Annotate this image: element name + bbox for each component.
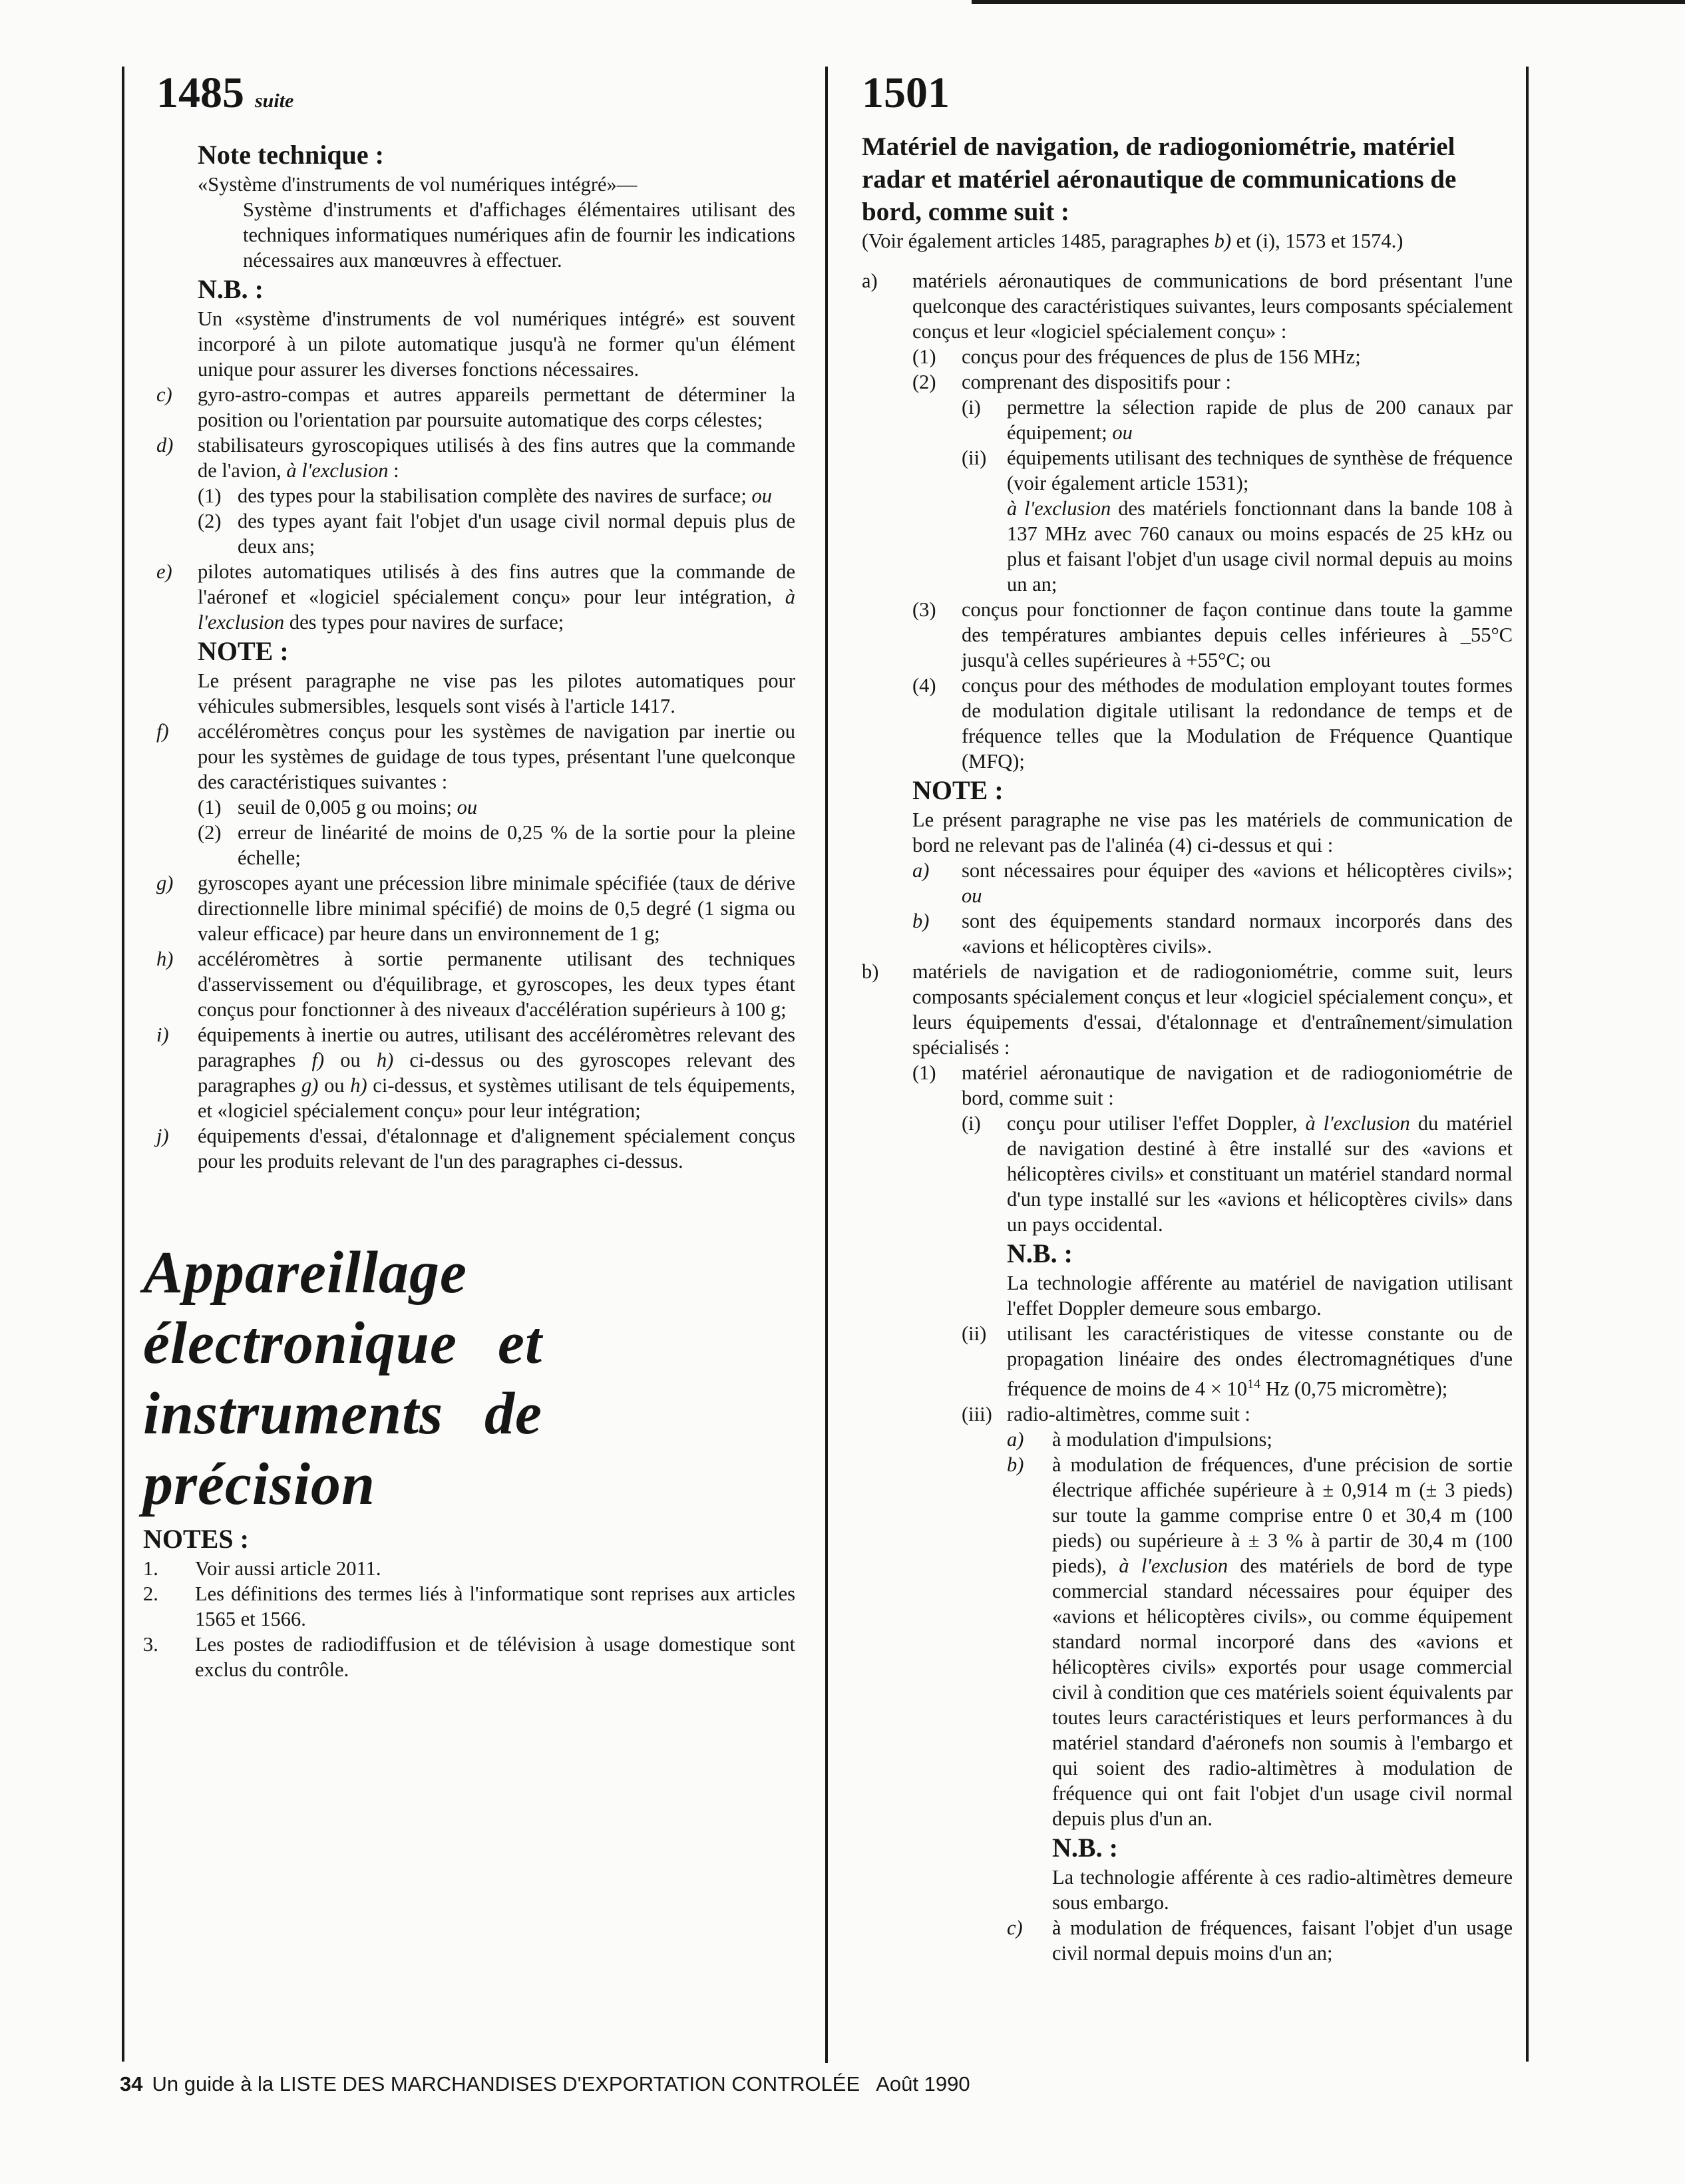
- see-also: (Voir également articles 1485, paragraphes b) et (i), 1573 et 1574.): [862, 230, 1404, 252]
- radio-altimeter-item-a: a) à modulation d'impulsions;: [1007, 1428, 1272, 1451]
- sub-item-b-1-i: (i) conçu pour utiliser l'effet Doppler, à l'exclusion du matériel de navigation destiné à être installé sur des «avions et hélicoptères civils» et constituant un matériel standard normal d'un type installé sur les «avions et hélicoptères civils» dans un pays occidental.: [962, 1112, 1513, 1236]
- section-title: Appareillage électronique et instruments de précision: [143, 1240, 542, 1517]
- note-text: Le présent paragraphe ne vise pas les matériels de communication de bord ne relevant pas de l'alinéa (4) ci-dessus et qui :: [912, 809, 1513, 856]
- nb-text: Un «système d'instruments de vol numériques intégré» est souvent incorporé à un pilote automatique jusqu'à ne former qu'un élément unique pour assurer les diverses fonctions nécessaires.: [198, 307, 795, 381]
- sub-item-f-1: (1) seuil de 0,005 g ou moins; ou: [198, 796, 478, 819]
- nb-text: La technologie afférente à ces radio-altimètres demeure sous embargo.: [1052, 1866, 1513, 1914]
- sub-item-b-1-iii: (iii) radio-altimètres, comme suit : a) à modulation d'impulsions; b) à modulation de fréquences, d'une précision de sortie électrique affichée supérieure à ± 0,914 m (± 3 pieds) sur toute la gamme comprise entre 0 et 30,4 m (100 pieds) ou supérieure à ± 3 % à partir de 30,4 m (100 pieds), à l'exclusion des matériels de bord de type commercial standard nécessaires pour équiper des «avions et hélicoptères civils», ou comme équipement standard normal incorporé dans des «avions et hélicoptères civils» exportés pour usage commercial civil à condition que ces matériels soient équivalents par toutes leurs caractéristiques et leurs performances à du matériel standard d'aéronefs non soumis à l'embargo et qui soient des radio-altimètres à modulation de fréquence qui ont fait l'objet d'un usage civil normal depuis plus d'un an. N.B. : La technologie afférente à ces radio-altimètres demeure sous embargo. c) à modulation de fréquences, faisant l'objet d'un usage civil normal depuis moins d'un an;: [962, 1403, 1513, 1965]
- sub-item-a-4: (4) conçus pour des méthodes de modulation employant toutes formes de modulation digitale utilisant la redondance de temps et de fréquence telles que la Modulation de Fréquence Quantique (MFQ);: [912, 674, 1513, 773]
- notes-title: NOTES :: [143, 1524, 249, 1554]
- technical-note-title: Note technique :: [198, 140, 384, 170]
- left-margin-rule: [122, 67, 124, 2062]
- article-heading-1485: 1485 suite: [156, 69, 294, 117]
- nb-note: [198, 273, 795, 382]
- radio-altimeter-item-c: c) à modulation de fréquences, faisant l'objet d'un usage civil normal depuis moins d'un an;: [1007, 1916, 1513, 1965]
- technical-note: [198, 138, 795, 273]
- sub-item-a-2-i: (i) permettre la sélection rapide de plus de 200 canaux par équipement; ou: [962, 396, 1513, 444]
- sub-item-f-2: (2) erreur de linéarité de moins de 0,25 % de la sortie pour la pleine échelle;: [198, 821, 795, 869]
- note-title: NOTE :: [912, 775, 1004, 805]
- sub-item-b-1: (1) matériel aéronautique de navigation et de radiogoniométrie de bord, comme suit : (i) conçu pour utiliser l'effet Doppler, à l'exclusion du matériel de navigation destiné à être installé sur des «avions et hélicoptères civils» et constituant un matériel standard normal d'un type installé sur les «avions et hélicoptères civils» dans un pays occidental. N.B. : La technologie afférente au matériel de navigation utilisant l'effet Doppler demeure sous embargo. (ii) utilisant les caractéristiques de vitesse constante ou de propagation linéaire des ondes électromagnétiques d'une fréquence de moins de $4 \times 10^{14}$ Hz (0,75 micromètre); (iii) radio-altimètres, comme suit : a) à modulation d'impulsions; b) à modulation de fréquences, d'une précision de sortie électrique affichée supérieure à ± 0,914 m (± 3 pieds) sur toute la gamme comprise entre 0 et 30,4 m (100 pieds) ou supérieure à ± 3 % à partir de 30,4 m (100 pieds), à l'exclusion des matériels de bord de type commercial standard nécessaires pour équiper des «avions et hélicoptères civils», ou comme équipement standard normal incorporé dans des «avions et hélicoptères civils» exportés pour usage commercial civil à condition que ces matériels soient équivalents par toutes leurs caractéristiques et leurs performances à du matériel standard d'aéronefs non soumis à l'embargo et qui soient des radio-altimètres à modulation de fréquence qui ont fait l'objet d'un usage civil normal depuis plus d'un an. N.B. : La technologie afférente à ces radio-altimètres demeure sous embargo. c) à modulation de fréquences, faisant l'objet d'un usage civil normal depuis moins d'un an;: [912, 1061, 1513, 1965]
- sub-item-a-3: (3) conçus pour fonctionner de façon continue dans toute la gamme des températures ambiantes depuis celles inférieures à _55°C jusqu'à celles supérieures à +55°C; ou: [912, 598, 1513, 671]
- note-submersibles: [198, 635, 795, 719]
- sub-item-a-1: (1) conçus pour des fréquences de plus de 156 MHz;: [912, 345, 1361, 368]
- nb-radio-altimeters: [1052, 1831, 1513, 1915]
- nb-text: La technologie afférente au matériel de navigation utilisant l'effet Doppler demeure sous embargo.: [1007, 1272, 1513, 1320]
- page-footer: [120, 2071, 970, 2097]
- nb-title: N.B. :: [1052, 1833, 1118, 1863]
- nb-doppler: [1007, 1237, 1513, 1321]
- column-divider-rule: [825, 67, 828, 2063]
- notes-block: [143, 1523, 795, 1682]
- note-item-a: a) sont nécessaires pour équiper des «avions et hélicoptères civils»; ou: [912, 859, 1513, 907]
- left-column: [143, 67, 796, 1682]
- sub-item-d-1: (1) des types pour la stabilisation complète des navires de surface; ou: [198, 484, 772, 507]
- note-item-b: b) sont des équipements standard normaux incorporés dans des «avions et hélicoptères civils».: [912, 910, 1513, 958]
- list-item-g: g) gyroscopes ayant une précession libre minimale spécifiée (taux de dérive directionnelle libre minimal spécifié) de moins de 0,5 degré (1 sigma ou valeur efficace) par heure dans un environnement de 1 g;: [156, 872, 795, 945]
- note-text: Le présent paragraphe ne vise pas les pilotes automatiques pour véhicules submersibles, lesquels sont visés à l'article 1417.: [198, 669, 795, 717]
- nb-title: N.B. :: [1007, 1238, 1073, 1268]
- article-heading-1501: 1501: [862, 69, 950, 117]
- list-item-j: j) équipements d'essai, d'étalonnage et d'alignement spécialement conçus pour les produits relevant de l'un des paragraphes ci-dessus.: [156, 1125, 795, 1173]
- article-title: Matériel de navigation, de radiogoniométrie, matériel radar et matériel aéronautique de communications de bord, comme suit :: [862, 132, 1457, 226]
- technical-note-definition: Système d'instruments et d'affichages élémentaires utilisant des techniques informatiques numériques afin de fournir les indications nécessaires aux manœuvres à effectuer.: [243, 198, 795, 272]
- notes-item-1: 1. Voir aussi article 2011.: [143, 1557, 381, 1580]
- top-rule: [972, 0, 1685, 4]
- list-item-d: d) stabilisateurs gyroscopiques utilisés à des fins autres que la commande de l'avion, à l'exclusion : (1) des types pour la stabilisation complète des navires de surface; ou (2) des types ayant fait l'objet d'un usage civil normal depuis plus de deux ans;: [156, 434, 795, 558]
- right-margin-rule: [1526, 67, 1529, 2062]
- list-item-h: h) accéléromètres à sortie permanente utilisant des techniques d'asservissement ou d'équilibrage, et gyroscopes, les deux types étant conçus pour fonctionner à des niveaux d'accélération supérieurs à 100 g;: [156, 948, 795, 1021]
- list-item-e: e) pilotes automatiques utilisés à des fins autres que la commande de l'aéronef et «logiciel spécialement conçu» pour leur intégration, à l'exclusion des types pour navires de surface;: [156, 560, 796, 634]
- right-column: [862, 67, 1513, 1966]
- list-item-a: a) matériels aéronautiques de communications de bord présentant l'une quelconque des caractéristiques suivantes, leurs composants spécialement conçus et leur «logiciel spécialement conçu» : (1) conçus pour des fréquences de plus de 156 MHz; (2) comprenant des dispositifs pour : (i) permettre la sélection rapide de plus de 200 canaux par équipement; ou (ii) équipements utilisant des techniques de synthèse de fréquence (voir également article 1531); à l'exclusion des matériels fonctionnant dans la bande 108 à 137 MHz avec 760 canaux ou moins espacés de 25 kHz ou plus et faisant l'objet d'un usage civil normal depuis au moins un an; (3) conçus pour fonctionner de façon continue dans toute la gamme des températures ambiantes depuis celles inférieures à _55°C jusqu'à celles supérieures à +55°C; ou (4) conçus pour des méthodes de modulation employant toutes formes de modulation digitale utilisant la redondance de temps et de fréquence telles que la Modulation de Fréquence Quantique (MFQ);: [862, 270, 1513, 773]
- sub-item-a-2: (2) comprenant des dispositifs pour : (i) permettre la sélection rapide de plus de 200 canaux par équipement; ou (ii) équipements utilisant des techniques de synthèse de fréquence (voir également article 1531); à l'exclusion des matériels fonctionnant dans la bande 108 à 137 MHz avec 760 canaux ou moins espacés de 25 kHz ou plus et faisant l'objet d'un usage civil normal depuis au moins un an;: [912, 371, 1513, 596]
- note-title: NOTE :: [198, 636, 289, 666]
- page-number: 34: [120, 2072, 143, 2095]
- heading-suffix: suite: [255, 90, 294, 112]
- nb-title: N.B. :: [198, 274, 264, 304]
- list-item-b: b) matériels de navigation et de radiogoniométrie, comme suit, leurs composants spécialement conçus et leur «logiciel spécialement conçu», et leurs équipements d'essai, d'étalonnage et d'entraînement/simulation spécialisés : (1) matériel aéronautique de navigation et de radiogoniométrie de bord, comme suit : (i) conçu pour utiliser l'effet Doppler, à l'exclusion du matériel de navigation destiné à être installé sur des «avions et hélicoptères civils» et constituant un matériel standard normal d'un type installé sur les «avions et hélicoptères civils» dans un pays occidental. N.B. : La technologie afférente au matériel de navigation utilisant l'effet Doppler demeure sous embargo. (ii) utilisant les caractéristiques de vitesse constante ou de propagation linéaire des ondes électromagnétiques d'une fréquence de moins de $4 \times 10^{14}$ Hz (0,75 micromètre); (iii) radio-altimètres, comme suit : a) à modulation d'impulsions; b) à modulation de fréquences, d'une précision de sortie électrique affichée supérieure à ± 0,914 m (± 3 pieds) sur toute la gamme comprise entre 0 et 30,4 m (100 pieds) ou supérieure à ± 3 % à partir de 30,4 m (100 pieds), à l'exclusion des matériels de bord de type commercial standard nécessaires pour équiper des «avions et hélicoptères civils», ou comme équipement standard normal incorporé dans des «avions et hélicoptères civils» exportés pour usage commercial civil à condition que ces matériels soient équivalents par toutes leurs caractéristiques et leurs performances à du matériel standard d'aéronefs non soumis à l'embargo et qui soient des radio-altimètres à modulation de fréquence qui ont fait l'objet d'un usage civil normal depuis plus d'un an. N.B. : La technologie afférente à ces radio-altimètres demeure sous embargo. c) à modulation de fréquences, faisant l'objet d'un usage civil normal depuis moins d'un an;: [862, 960, 1513, 1965]
- notes-item-2: 2. Les définitions des termes liés à l'informatique sont reprises aux articles 1565 et 1566.: [143, 1582, 795, 1630]
- list-item-c: c) gyro-astro-compas et autres appareils permettant de déterminer la position ou l'orientation par poursuite automatique des corps célestes;: [156, 383, 795, 431]
- technical-note-term: «Système d'instruments de vol numériques intégré»—: [198, 173, 638, 196]
- list-item-i: i) équipements à inertie ou autres, utilisant des accéléromètres relevant des paragraphes f) ou h) ci-dessus ou des gyroscopes relevant des paragraphes g) ou h) ci-dessus, et systèmes utilisant de tels équipements, et «logiciel spécialement conçu» pour leur intégration;: [156, 1023, 796, 1122]
- sub-item-a-2-ii: (ii) équipements utilisant des techniques de synthèse de fréquence (voir également article 1531); à l'exclusion des matériels fonctionnant dans la bande 108 à 137 MHz avec 760 canaux ou moins espacés de 25 kHz ou plus et faisant l'objet d'un usage civil normal depuis au moins un an;: [962, 447, 1513, 596]
- sub-item-b-1-ii: (ii) utilisant les caractéristiques de vitesse constante ou de propagation linéaire des ondes électromagnétiques d'une fréquence de moins de $4 \times 10^{14}$ Hz (0,75 micromètre);: [962, 1322, 1513, 1401]
- list-item-f: f) accéléromètres conçus pour les systèmes de navigation par inertie ou pour les systèmes de guidage de tous types, présentant l'une quelconque des caractéristiques suivantes : (1) seuil de 0,005 g ou moins; ou (2) erreur de linéarité de moins de 0,25 % de la sortie pour la pleine échelle;: [156, 720, 795, 869]
- footer-text: Un guide à la LISTE DES MARCHANDISES D'EXPORTATION CONTROLÉE Août 1990: [152, 2072, 970, 2095]
- sub-item-d-2: (2) des types ayant fait l'objet d'un usage civil normal depuis plus de deux ans;: [198, 510, 795, 558]
- radio-altimeter-item-b: b) à modulation de fréquences, d'une précision de sortie électrique affichée supérieure à ± 0,914 m (± 3 pieds) sur toute la gamme comprise entre 0 et 30,4 m (100 pieds) ou supérieure à ± 3 % à partir de 30,4 m (100 pieds), à l'exclusion des matériels de bord de type commercial standard nécessaires pour équiper des «avions et hélicoptères civils», ou comme équipement standard normal incorporé dans des «avions et hélicoptères civils» exportés pour usage commercial civil à condition que ces matériels soient équivalents par toutes leurs caractéristiques et leurs performances à du matériel standard d'aéronefs non soumis à l'embargo et qui soient des radio-altimètres à modulation de fréquence qui ont fait l'objet d'un usage civil normal depuis plus d'un an.: [1007, 1453, 1513, 1831]
- notes-item-3: 3. Les postes de radiodiffusion et de télévision à usage domestique sont exclus du contrôle.: [143, 1633, 795, 1681]
- note-communications: [912, 774, 1513, 959]
